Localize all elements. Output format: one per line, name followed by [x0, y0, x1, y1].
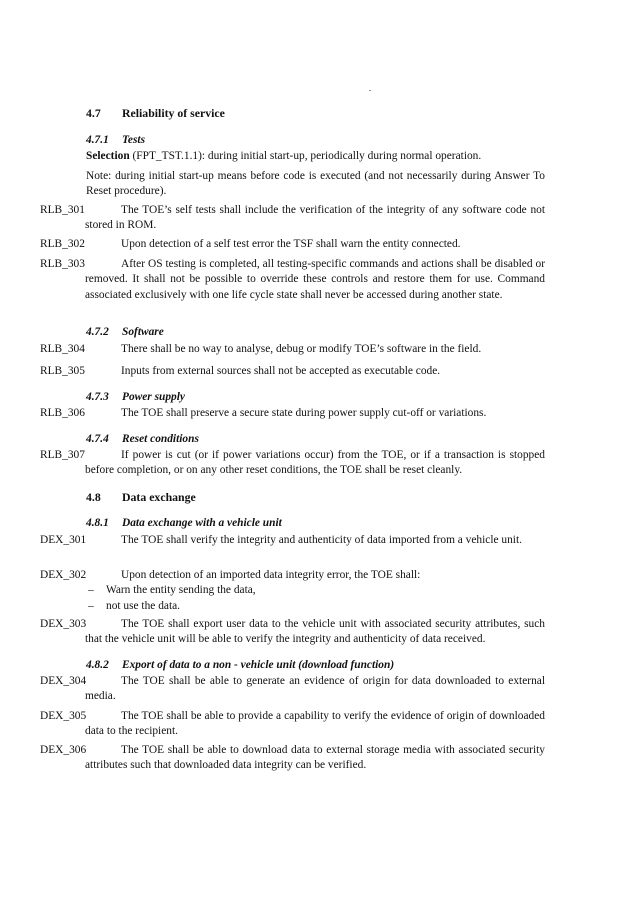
- requirement-dex-301: DEX_301 The TOE shall verify the integrity and authenticity of data imported from a vehicle unit.: [40, 534, 522, 546]
- section-4-7-4-heading: 4.7.4 Reset conditions: [86, 433, 199, 445]
- requirement-dex-303: DEX_303 The TOE shall export user data to the vehicle unit with associated security attributes, such that the vehicle unit will be able to verify the integrity and authenticity of data received.: [40, 618, 545, 646]
- section-4-7-heading: 4.7 Reliability of service: [86, 106, 225, 120]
- requirement-dex-306: DEX_306 The TOE shall be able to download data to external storage media with associated security attributes such that downloaded data integrity can be verified.: [40, 744, 545, 772]
- requirement-rlb-304: RLB_304 There shall be no way to analyse, debug or modify TOE’s software in the field.: [40, 343, 482, 355]
- requirement-dex-304: DEX_304 The TOE shall be able to generate an evidence of origin for data downloaded to external media.: [40, 675, 545, 703]
- requirement-rlb-303: RLB_303 After OS testing is completed, all testing-specific commands and actions shall be disabled or removed. It shall not be possible to override these controls and restore them for use. Command associated exclusively with one life cycle state shall never be accessed during another state.: [40, 258, 545, 301]
- speck-mark: [369, 90, 371, 91]
- requirement-rlb-302: RLB_302 Upon detection of a self test error the TSF shall warn the entity connected.: [40, 238, 461, 250]
- requirement-rlb-305: RLB_305 Inputs from external sources shall not be accepted as executable code.: [40, 365, 441, 377]
- requirement-rlb-307: RLB_307 If power is cut (or if power variations occur) from the TOE, or if a transaction is stopped before completion, or on any other reset conditions, the TOE shall be reset cleanly.: [40, 449, 545, 477]
- requirement-dex-302: DEX_302 Upon detection of an imported data integrity error, the TOE shall: – Warn the entity sending the data, – not use the data.: [40, 568, 545, 614]
- section-4-8-2-heading: 4.8.2 Export of data to a non - vehicle unit (download function): [86, 659, 395, 671]
- section-4-8-heading: 4.8 Data exchange: [86, 490, 196, 504]
- requirement-dex-305: DEX_305 The TOE shall be able to provide a capability to verify the evidence of origin of downloaded data to the recipient.: [40, 710, 545, 738]
- requirement-rlb-301: RLB_301 The TOE’s self tests shall include the verification of the integrity of any software code not stored in ROM.: [40, 204, 545, 232]
- note-paragraph: Note: during initial start-up means before code is executed (and not necessarily during Answer To Reset procedure).: [86, 170, 545, 198]
- bullet-item: – Warn the entity sending the data,: [88, 584, 256, 597]
- section-4-8-1-heading: 4.8.1 Data exchange with a vehicle unit: [86, 517, 282, 529]
- requirement-rlb-306: RLB_306 The TOE shall preserve a secure state during power supply cut-off or variations.: [40, 407, 487, 419]
- section-4-7-3-heading: 4.7.3 Power supply: [86, 391, 185, 403]
- selection-paragraph: Selection (FPT_TST.1.1): during initial start-up, periodically during normal operation.: [86, 150, 482, 162]
- section-4-7-1-heading: 4.7.1 Tests: [86, 134, 145, 146]
- bullet-item: – not use the data.: [88, 599, 181, 612]
- section-4-7-2-heading: 4.7.2 Software: [86, 326, 164, 338]
